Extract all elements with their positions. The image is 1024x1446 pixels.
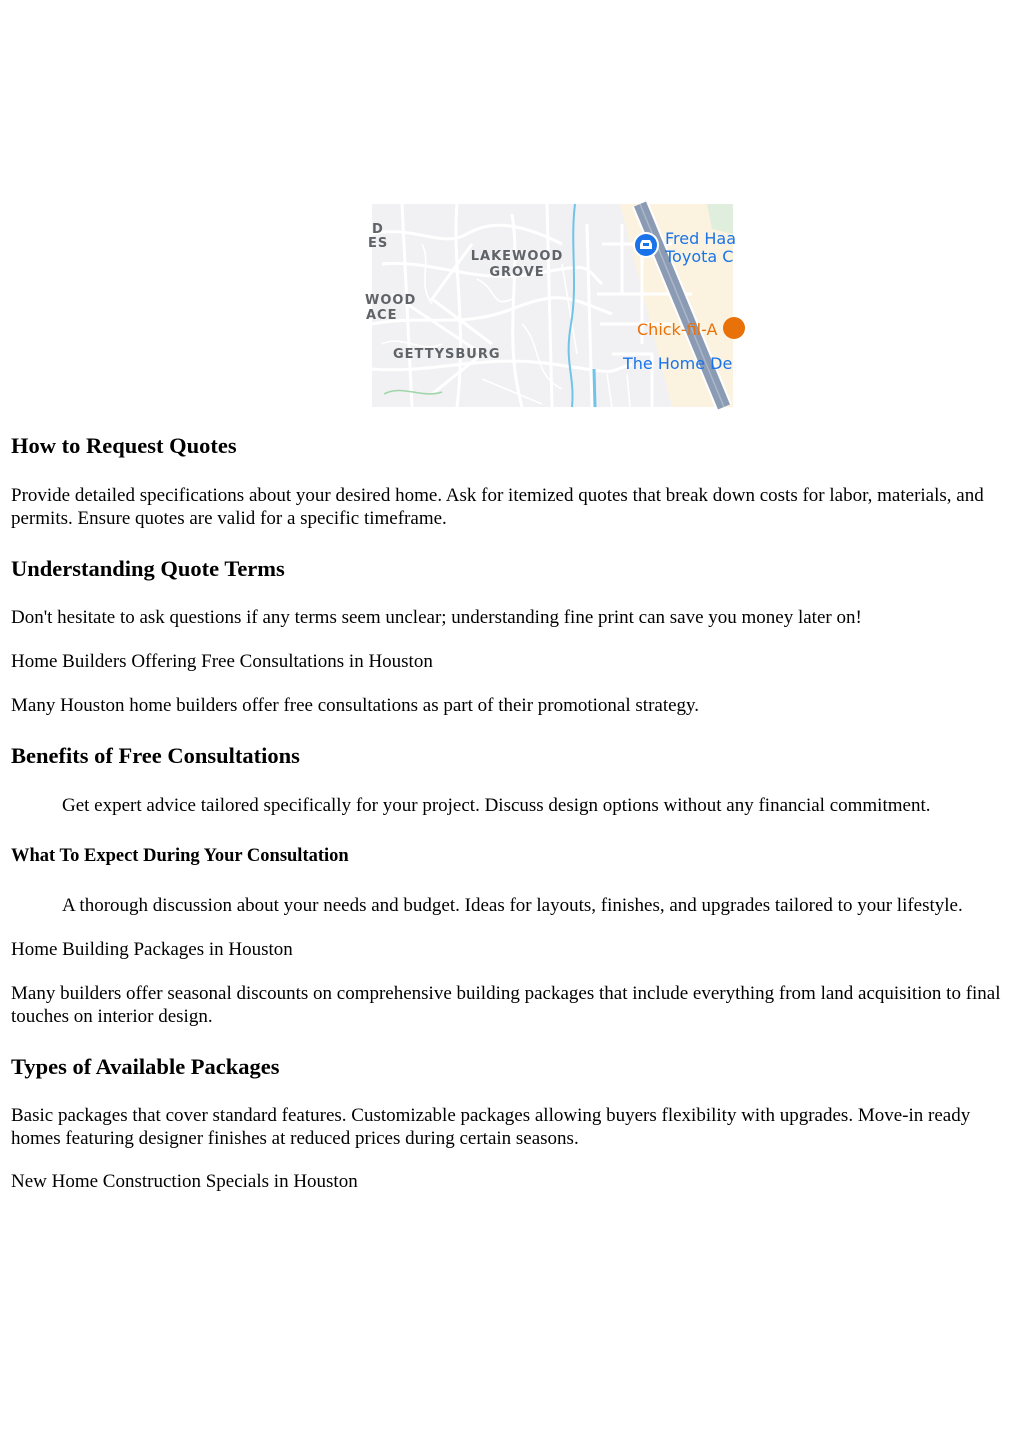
heading-quote-terms: Understanding Quote Terms: [11, 556, 285, 581]
paragraph-benefits: Get expert advice tailored specifically for your project. Discuss design options without any financial commitment.: [62, 795, 931, 816]
poi-label-store[interactable]: The Home De: [623, 354, 733, 373]
poi-label-food[interactable]: Chick-fil-A: [637, 320, 718, 339]
paragraph-request-quotes: Provide detailed specifications about your desired home. Ask for itemized quotes that break down costs for labor, materials, and permits. Ensure quotes are valid for a specific timeframe.: [11, 485, 984, 529]
article-body: [11, 428, 1011, 1193]
map-label-edge-2a: WOOD: [365, 293, 417, 308]
car-dealer-pin-icon[interactable]: [633, 232, 659, 258]
map-label-grove: GROVE: [489, 265, 545, 280]
paragraph-building-packages: Many builders offer seasonal discounts on comprehensive building packages that include everything from land acquisition to final touches on interior design.: [11, 983, 1001, 1028]
title-construction-specials: New Home Construction Specials in Houston: [11, 1171, 358, 1193]
map-label-edge-1b: ES: [368, 236, 389, 251]
map-canvas: [365, 204, 736, 407]
map-label-lakewood: LAKEWOOD: [470, 249, 564, 264]
restaurant-pin-icon[interactable]: [723, 317, 745, 339]
location-map[interactable]: [365, 204, 736, 407]
poi-label-dealer-line1[interactable]: Fred Haa: [665, 229, 736, 248]
map-label-edge-1a: D: [372, 222, 384, 237]
title-free-consultations: Home Builders Offering Free Consultations in Houston: [11, 651, 433, 672]
paragraph-what-to-expect: A thorough discussion about your needs and budget. Ideas for layouts, finishes, and upgrades tailored to your lifestyle.: [62, 895, 963, 917]
heading-what-to-expect: What To Expect During Your Consultation: [11, 846, 349, 866]
drainage-channel: [594, 369, 595, 407]
heading-package-types: Types of Available Packages: [11, 1054, 280, 1080]
paragraph-quote-terms: Don't hesitate to ask questions if any terms seem unclear; understanding fine print can save you money later on!: [11, 607, 862, 628]
title-building-packages: Home Building Packages in Houston: [11, 939, 293, 961]
poi-label-dealer-line2[interactable]: Toyota C: [665, 247, 734, 266]
heading-benefits: Benefits of Free Consultations: [11, 743, 300, 768]
paragraph-free-consultations: Many Houston home builders offer free consultations as part of their promotional strategy.: [11, 695, 700, 716]
heading-request-quotes: How to Request Quotes: [11, 433, 237, 458]
map-label-edge-2b: ACE: [366, 308, 398, 323]
map-label-gettysburg: GETTYSBURG: [393, 347, 501, 362]
paragraph-package-types: Basic packages that cover standard features. Customizable packages allowing buyers flexibility with upgrades. Move-in ready homes featuring designer finishes at reduced prices during certain seasons.: [11, 1105, 971, 1150]
